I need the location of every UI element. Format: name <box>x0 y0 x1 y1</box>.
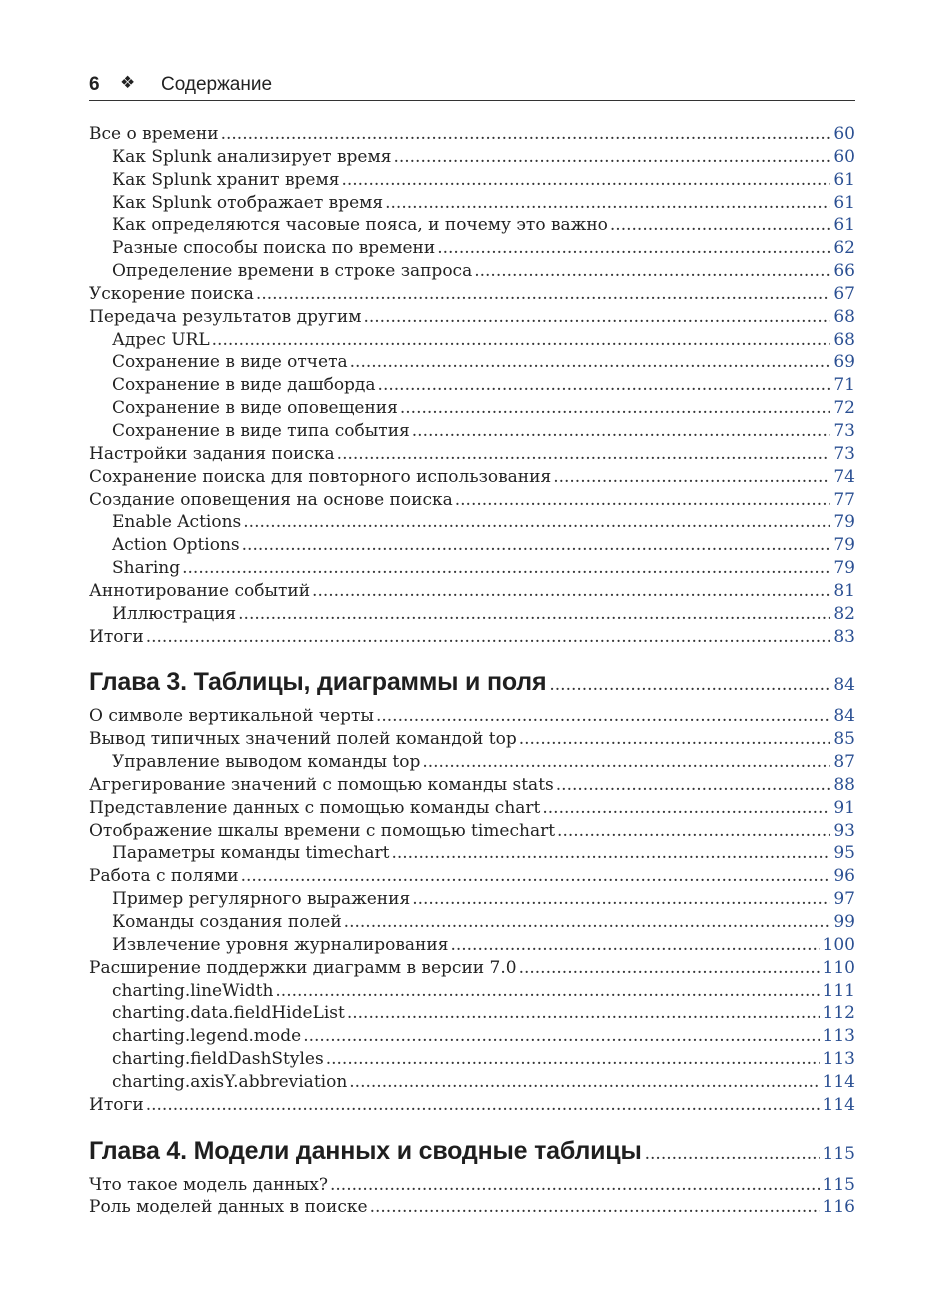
entry-title: Отображение шкалы времени с помощью timechart <box>89 820 556 841</box>
entry-title: Работа с полями <box>89 866 239 887</box>
toc-entry[interactable] <box>89 1174 855 1197</box>
toc-subentry[interactable] <box>89 169 855 192</box>
toc-subentry[interactable] <box>89 329 855 352</box>
entry-title: Сохранение в виде типа события <box>112 420 410 441</box>
page-number: 6 <box>89 74 100 95</box>
dot-leader <box>350 351 831 374</box>
dot-leader <box>330 1174 820 1197</box>
toc-entry[interactable] <box>89 797 855 820</box>
entry-title: Настройки задания поиска <box>89 443 335 464</box>
entry-page-number[interactable]: 82 <box>833 603 855 624</box>
toc-entry[interactable] <box>89 728 855 751</box>
toc-entry[interactable] <box>89 1094 855 1117</box>
dot-leader <box>347 1002 820 1025</box>
entry-title: charting.fieldDashStyles <box>112 1049 324 1070</box>
entry-page-number[interactable]: 111 <box>822 980 855 1001</box>
toc-subentry[interactable] <box>89 192 855 215</box>
toc-subentry[interactable] <box>89 374 855 397</box>
toc-subentry[interactable] <box>89 911 855 934</box>
entry-title: Как Splunk анализирует время <box>112 146 392 167</box>
entry-page-number[interactable]: 97 <box>833 889 855 910</box>
toc-subentry[interactable] <box>89 980 855 1003</box>
dot-leader <box>450 934 819 957</box>
entry-title: Все о времени <box>89 124 219 144</box>
entry-page-number[interactable]: 112 <box>822 1003 855 1024</box>
entry-page-number[interactable]: 60 <box>833 146 855 167</box>
toc-entry[interactable] <box>89 466 855 489</box>
entry-title: Параметры команды timechart <box>112 843 390 864</box>
toc-entry[interactable] <box>89 489 855 512</box>
dot-leader <box>349 1071 819 1094</box>
entry-title: Вывод типичных значений полей командой top <box>89 729 517 750</box>
dot-leader <box>610 214 830 237</box>
entry-title: Представление данных с помощью команды chart <box>89 797 541 818</box>
entry-page-number[interactable]: 60 <box>833 124 855 144</box>
entry-title: charting.legend.mode <box>112 1026 302 1047</box>
toc-entry[interactable] <box>89 865 855 888</box>
dot-leader <box>553 466 830 489</box>
dot-leader <box>542 797 830 820</box>
entry-title: Управление выводом команды top <box>112 752 421 773</box>
entry-title: Сохранение в виде дашборда <box>112 375 376 396</box>
dot-leader <box>242 534 831 557</box>
entry-title: Как Splunk хранит время <box>112 169 340 190</box>
toc-subentry[interactable] <box>89 397 855 420</box>
dot-leader <box>341 169 830 192</box>
chapter-title: Глава 3. Таблицы, диаграммы и поля <box>89 668 547 697</box>
dot-leader <box>238 603 830 626</box>
entry-page-number[interactable]: 61 <box>833 192 855 213</box>
entry-page-number[interactable]: 79 <box>833 535 855 556</box>
dot-leader <box>344 911 831 934</box>
entry-title: charting.data.fieldHideList <box>112 1003 345 1024</box>
entry-page-number[interactable]: 83 <box>833 626 855 647</box>
toc-subentry[interactable] <box>89 751 855 774</box>
entry-page-number[interactable]: 72 <box>833 398 855 419</box>
entry-title: Sharing <box>112 558 181 579</box>
entry-title: Enable Actions <box>112 512 242 533</box>
entry-page-number[interactable]: 74 <box>833 466 855 487</box>
entry-title: Итоги <box>89 1094 144 1115</box>
toc-entry[interactable] <box>89 626 855 649</box>
entry-title: Разные способы поиска по времени <box>112 238 436 259</box>
dot-leader <box>422 751 830 774</box>
entry-page-number[interactable]: 61 <box>833 215 855 236</box>
chapter-page-number[interactable]: 115 <box>822 1143 855 1164</box>
entry-page-number[interactable]: 116 <box>822 1197 855 1218</box>
entry-page-number[interactable]: 113 <box>822 1049 855 1070</box>
dot-leader <box>393 146 830 169</box>
entry-title: Роль моделей данных в поиске <box>89 1197 368 1218</box>
dot-leader <box>385 192 830 215</box>
entry-title: Создание оповещения на основе поиска <box>89 489 453 510</box>
toc-subentry[interactable] <box>89 420 855 443</box>
entry-title: Как определяются часовые пояса, и почему это важно <box>112 215 608 236</box>
entry-page-number[interactable]: 114 <box>822 1094 855 1115</box>
entry-page-number[interactable]: 85 <box>833 729 855 750</box>
entry-title: Аннотирование событий <box>89 580 311 601</box>
entry-title: Расширение поддержки диаграмм в версии 7.0 <box>89 957 517 978</box>
toc-entry[interactable] <box>89 306 855 329</box>
dot-leader <box>549 670 830 700</box>
toc-entry[interactable] <box>89 957 855 980</box>
entry-title: Сохранение в виде оповещения <box>112 398 398 419</box>
entry-title: Адрес URL <box>112 329 210 350</box>
dot-leader <box>212 329 831 352</box>
entry-page-number[interactable]: 110 <box>822 957 855 978</box>
entry-page-number[interactable]: 73 <box>833 443 855 464</box>
entry-page-number[interactable]: 71 <box>833 375 855 396</box>
dot-leader <box>241 865 831 888</box>
toc-subentry[interactable] <box>89 842 855 865</box>
entry-title: Сохранение поиска для повторного использования <box>89 466 552 487</box>
entry-page-number[interactable]: 115 <box>822 1174 855 1195</box>
dot-leader <box>326 1048 820 1071</box>
entry-page-number[interactable]: 81 <box>833 580 855 601</box>
entry-page-number[interactable]: 87 <box>833 752 855 773</box>
dot-leader <box>146 1094 820 1117</box>
dot-leader <box>557 820 830 843</box>
entry-title: Сохранение в виде отчета <box>112 352 348 373</box>
toc-subentry[interactable] <box>89 603 855 626</box>
ornament-icon: ❖ <box>120 73 136 92</box>
entry-page-number[interactable]: 61 <box>833 169 855 190</box>
toc-chapter-heading[interactable] <box>89 1136 855 1166</box>
entry-page-number[interactable]: 96 <box>833 866 855 887</box>
entry-title: Итоги <box>89 626 144 647</box>
dot-leader <box>363 306 830 329</box>
toc-subentry[interactable] <box>89 260 855 283</box>
entry-page-number[interactable]: 69 <box>833 352 855 373</box>
table-of-contents <box>89 123 855 1219</box>
toc-subentry[interactable] <box>89 146 855 169</box>
dot-leader <box>243 511 830 534</box>
entry-title: Извлечение уровня журналирования <box>112 934 449 955</box>
entry-page-number[interactable]: 66 <box>833 261 855 282</box>
entry-title: charting.axisY.abbreviation <box>112 1071 348 1092</box>
toc-subentry[interactable] <box>89 1071 855 1094</box>
entry-page-number[interactable]: 93 <box>833 820 855 841</box>
entry-title: charting.lineWidth <box>112 980 274 1001</box>
dot-leader <box>455 489 831 512</box>
dot-leader <box>146 626 831 649</box>
entry-page-number[interactable]: 99 <box>833 912 855 932</box>
dot-leader <box>221 123 831 146</box>
entry-title: Action Options <box>112 535 240 556</box>
entry-page-number[interactable]: 79 <box>833 512 855 533</box>
chapter-title: Глава 4. Модели данных и сводные таблицы <box>89 1136 642 1165</box>
dot-leader <box>312 580 830 603</box>
toc-entry[interactable] <box>89 820 855 843</box>
entry-title: Агрегирование значений с помощью команды stats <box>89 774 554 795</box>
running-title: Содержание <box>161 74 273 95</box>
entry-title: Пример регулярного выражения <box>112 889 411 910</box>
entry-page-number[interactable]: 84 <box>833 706 855 727</box>
toc-entry[interactable] <box>89 443 855 466</box>
toc-subentry[interactable] <box>89 1025 855 1048</box>
dot-leader <box>376 705 830 728</box>
toc-subentry[interactable] <box>89 237 855 260</box>
running-header <box>89 72 855 101</box>
dot-leader <box>370 1196 820 1219</box>
chapter-page-number[interactable]: 84 <box>833 675 855 696</box>
toc-subentry[interactable] <box>89 214 855 237</box>
entry-title: Определение времени в строке запроса <box>112 261 473 282</box>
dot-leader <box>412 888 830 911</box>
entry-page-number[interactable]: 68 <box>833 329 855 350</box>
dot-leader <box>303 1025 819 1048</box>
dot-leader <box>275 980 819 1003</box>
entry-title: Передача результатов другим <box>89 306 362 327</box>
dot-leader <box>400 397 831 420</box>
toc-entry[interactable] <box>89 580 855 603</box>
entry-title: Команды создания полей <box>112 912 342 932</box>
dot-leader <box>474 260 830 283</box>
toc-entry[interactable] <box>89 705 855 728</box>
toc-subentry[interactable] <box>89 511 855 534</box>
dot-leader <box>182 557 830 580</box>
toc-entry[interactable] <box>89 1196 855 1219</box>
dot-leader <box>337 443 831 466</box>
entry-page-number[interactable]: 79 <box>833 558 855 579</box>
dot-leader <box>519 957 820 980</box>
toc-chapter-heading[interactable] <box>89 667 855 697</box>
toc-subentry[interactable] <box>89 1002 855 1025</box>
dot-leader <box>378 374 831 397</box>
entry-page-number[interactable]: 100 <box>822 934 855 955</box>
entry-page-number[interactable]: 77 <box>833 489 855 510</box>
toc-entry[interactable] <box>89 774 855 797</box>
entry-title: Ускорение поиска <box>89 283 254 304</box>
dot-leader <box>391 842 830 865</box>
entry-page-number[interactable]: 68 <box>833 306 855 327</box>
dot-leader <box>556 774 831 797</box>
dot-leader <box>645 1139 820 1169</box>
entry-title: Как Splunk отображает время <box>112 192 384 213</box>
dot-leader <box>412 420 831 443</box>
entry-page-number[interactable]: 95 <box>833 843 855 864</box>
dot-leader <box>437 237 830 260</box>
entry-page-number[interactable]: 67 <box>833 283 855 304</box>
dot-leader <box>519 728 831 751</box>
toc-subentry[interactable] <box>89 557 855 580</box>
entry-page-number[interactable]: 88 <box>833 774 855 795</box>
entry-page-number[interactable]: 113 <box>822 1026 855 1047</box>
toc-entry[interactable] <box>89 283 855 306</box>
entry-page-number[interactable]: 114 <box>822 1071 855 1092</box>
entry-page-number[interactable]: 73 <box>833 420 855 441</box>
entry-title: Что такое модель данных? <box>89 1174 328 1195</box>
entry-title: О символе вертикальной черты <box>89 706 374 727</box>
toc-subentry[interactable] <box>89 888 855 911</box>
entry-title: Иллюстрация <box>112 603 237 624</box>
toc-subentry[interactable] <box>89 1048 855 1071</box>
dot-leader <box>256 283 830 306</box>
entry-page-number[interactable]: 91 <box>833 797 855 818</box>
toc-subentry[interactable] <box>89 934 855 957</box>
toc-subentry[interactable] <box>89 534 855 557</box>
toc-entry[interactable] <box>89 123 855 146</box>
entry-page-number[interactable]: 62 <box>833 238 855 259</box>
toc-subentry[interactable] <box>89 351 855 374</box>
